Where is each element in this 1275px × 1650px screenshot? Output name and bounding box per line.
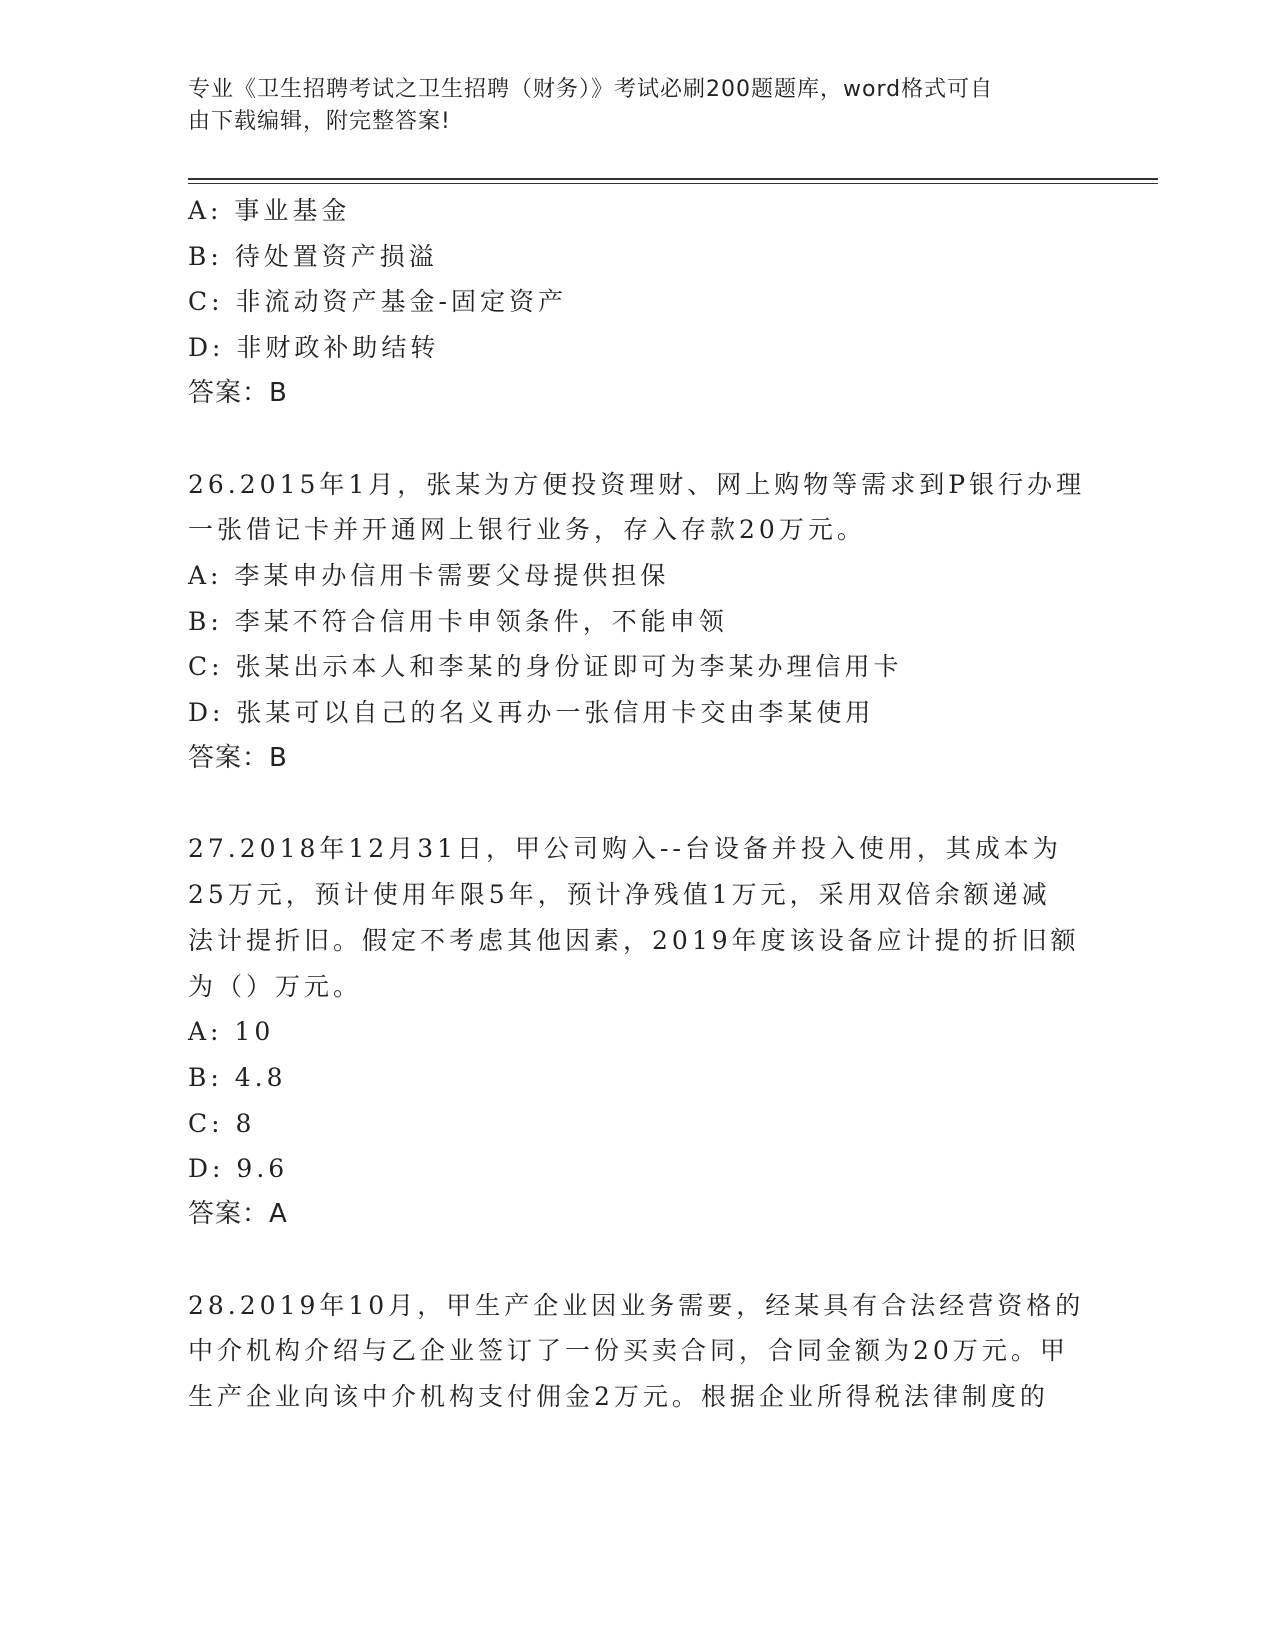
- question-stem-line: 一张借记卡并开通网上银行业务，存入存款20万元。: [188, 515, 866, 545]
- question-list: [188, 188, 1088, 1420]
- header-divider-thin: [188, 183, 1158, 184]
- question-stem-line: 27.2018年12月31日，甲公司购入--台设备并投入使用，其成本为: [188, 834, 1062, 864]
- question-stem-line: 28.2019年10月，甲生产企业因业务需要，经某具有合法经营资格的: [188, 1290, 1085, 1320]
- option-c: C: 张某出示本人和李某的身份证即可为李某办理信用卡: [188, 652, 903, 682]
- option-d: D: 9.6: [188, 1154, 289, 1184]
- option-c: C: 8: [188, 1108, 256, 1138]
- question-stem-line: 25万元，预计使用年限5年，预计净残值1万元，采用双倍余额递减: [188, 880, 1051, 910]
- option-a: A: 10: [188, 1017, 275, 1047]
- question-stem-line: 中介机构介绍与乙企业签订了一份买卖合同，合同金额为20万元。甲: [188, 1336, 1069, 1366]
- spacer: [188, 1238, 1088, 1283]
- option-a: A: 事业基金: [188, 196, 351, 225]
- answer-line: 答案：B: [188, 377, 288, 408]
- option-d: D: 非财政补助结转: [188, 333, 440, 363]
- header-line: 由下载编辑，附完整答案!: [188, 109, 451, 134]
- question-stem-line: 为（）万元。: [188, 971, 363, 1001]
- spacer: [188, 417, 1088, 462]
- question-27: [188, 826, 1088, 1237]
- question-stem-line: 法计提折旧。假定不考虑其他因素，2019年度该设备应计提的折旧额: [188, 925, 1080, 955]
- option-b: B: 4.8: [188, 1062, 287, 1092]
- answer-line: 答案：A: [188, 1199, 288, 1230]
- option-b: B: 待处置资产损溢: [188, 241, 438, 271]
- question-stem-line: 26.2015年1月，张某为方便投资理财、网上购物等需求到P银行办理: [188, 469, 1086, 499]
- document-header: [188, 74, 1068, 138]
- question-26: [188, 462, 1088, 782]
- option-c: C: 非流动资产基金-固定资产: [188, 287, 567, 317]
- header-divider: [188, 178, 1158, 180]
- option-b: B: 李某不符合信用卡申领条件，不能申领: [188, 606, 728, 636]
- header-line: 专业《卫生招聘考试之卫生招聘（财务）》考试必刷200题题库，word格式可自: [188, 77, 994, 102]
- option-d: D: 张某可以自己的名义再办一张信用卡交由李某使用: [188, 698, 875, 728]
- question-stem-line: 生产企业向该中介机构支付佣金2万元。根据企业所得税法律制度的: [188, 1382, 1049, 1412]
- answer-line: 答案：B: [188, 742, 288, 773]
- question-28: [188, 1283, 1088, 1420]
- spacer: [188, 781, 1088, 826]
- option-a: A: 李某申办信用卡需要父母提供担保: [188, 560, 670, 590]
- question-25: [188, 188, 1088, 417]
